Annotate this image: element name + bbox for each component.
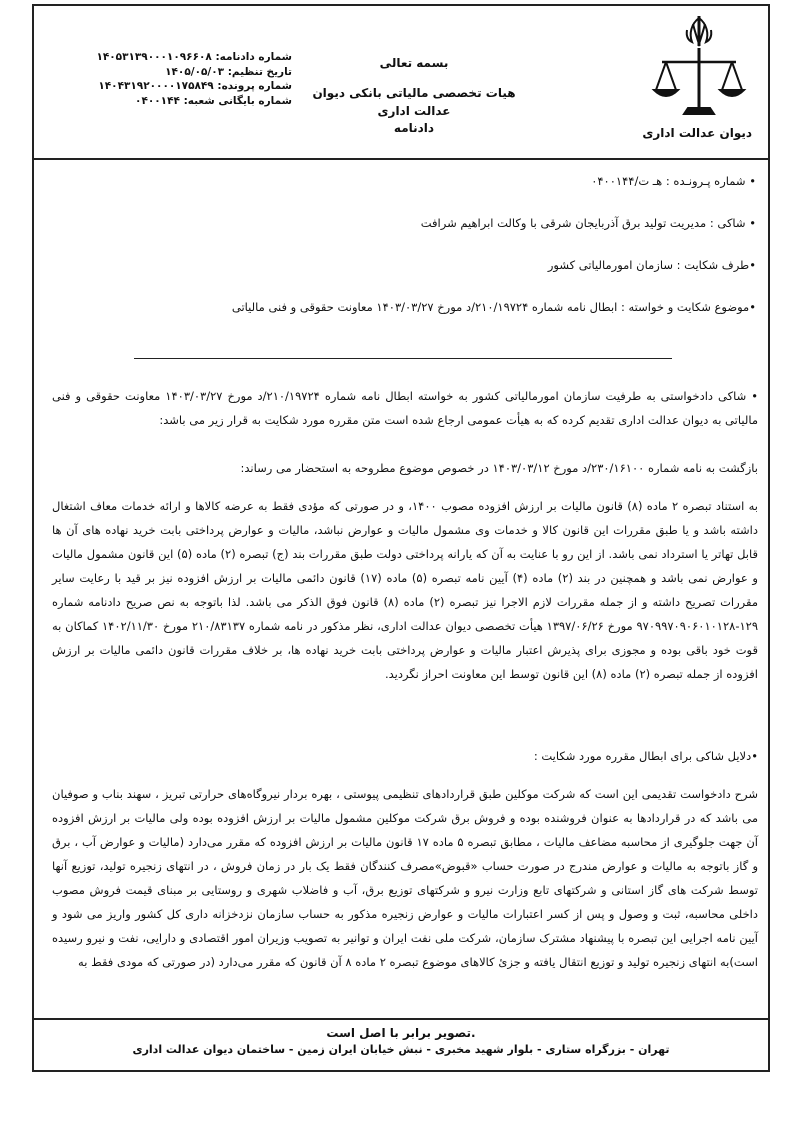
petition-description: شرح دادخواست تقدیمی این است که شرکت موکلین طبق قراردادهای تنظیمی پیوستی ، بهره بردار نیروگاه‌های حرارتی تبریز ، سهند بناب و صوفیان می باشد که در قراردادها به عنوان فروشنده بوده و فروش برق شرکت موکلین مشمول مالیات بر ارزش افزوده بوده ولی مالیات بر ارزش افزوده آن جهت جلوگیری از محاسبه مضاعف مالیات ، مطابق تبصره ۵ ماده ۱۷ قانون مالیات بر ارزش افزوده که مقرر می‌دارد (مالیات و عوارض آب ، برق و گاز باتوجه به مالیات و عوارض مندرج در صورت حساب «قبوض»مصرف کنندگان فقط یک بار در زمان فروش ، در انتهای زنجیره تولید، توزیع آنها توسط شرکت های گاز استانی و شرکتهای تابع وزارت نیرو و شرکتهای توزیع برق، آب و فاضلاب شهری و روستایی بر مبنای قیمت فروش مصوب داخلی محاسبه، ثبت و وصول و پس از کسر اعتبارات مالیات و عوارض زنجیره مذکور به حساب سازمان نزدخزانه داری کل کشور واریز می شود و آیین نامه اجرایی این تبصره با پیشنهاد مشترک سازمان، شرکت ملی نفت ایران و توانیر به تصویب وزیران امور اقتصادی و دارایی، نفت و نیرو رسیده است)به انتهای زنجیره تولید و توزیع انتقال یافته و جزئ کالاهای موضوع تبصره ۲ ماده ۸ آن قانون که مقرر می‌دارد (در صورتی که مودی فقط به [52, 787, 759, 969]
document-header [34, 6, 768, 160]
case-number: • شماره پـرونـده : هـ ت/۰۴۰۰۱۴۴ [591, 174, 756, 188]
case-info [38, 171, 760, 339]
complainant-reasons-heading: •دلایل شاکی برای ابطال مقرره مورد شکایت : [533, 749, 758, 763]
document-footer [34, 1018, 768, 1070]
document-metadata [52, 50, 292, 108]
reference-letter-paragraph: بازگشت به نامه شماره ۲۳۰/۱۶۱۰۰/د مورخ ۱۴۰۳/۰۳/۱۲ در خصوص موضوع مطروحه به استحضار می رساند: [240, 461, 758, 475]
contested-regulation-text: به استناد تبصره ۲ ماده (۸) قانون مالیات بر ارزش افزوده مصوب ۱۴۰۰، و در صورتی که مؤدی فقط به عرضه کالاها و ارائه خدمات معاف اشتغال داشته باشد و یا طبق مقررات این قانون کالا و خدمات وی مشمول مالیات و عوارض نباشد، مالیات و عوارض پرداختی بابت خرید نهاده های آن ها قابل تهاتر یا استرداد نمی باشد. از این رو با عنایت به آن که یارانه پرداختی دولت طبق مقررات بند (ج) تبصره (۲) ماده (۵) این قانون مشمول مالیات و عوارض نمی باشد و همچنین در بند (۲) ماده (۴) آیین نامه تبصره (۵) ماده (۱۷) قانون دائمی مالیات بر ارزش افزوده نیز بر قید با رعایت سایر مقررات تصریح داشته و از جمله مقررات لازم الاجرا نیز تبصره (۲) ماده (۸) قانون فوق الذکر می باشد. لذا باتوجه به نص صریح دادنامه شماره ۱۲۹-۹۷۰۹۹۷۰۹۰۶۰۱۰۱۲۸ مورخ ۱۳۹۷/۰۶/۲۶ هیأت تخصصی دیوان عدالت اداری، نظر مذکور در نامه شماره ۲۱۰/۸۳۱۳۷ مورخ ۱۴۰۲/۱۱/۳۰ کماکان به قوت خود باقی بوده و مجوزی برای پذیرش اعتبار مالیات و عوارض پرداختی بابت خرید نهاده ها، بر خلاف مقررات قانون دائمی مالیات بر ارزش افزوده از جمله تبصره (۲) ماده (۸) این قانون توسط این معاونت احراز نگردید. [52, 499, 759, 681]
board-title: هیات تخصصی مالیاتی بانکی دیوان عدالت اداری [312, 86, 516, 118]
verdict-number: شماره دادنامه: ۱۴۰۵۳۱۳۹۰۰۰۱۰۹۶۶۰۸ [96, 51, 292, 63]
header-titles [294, 52, 534, 136]
case-file-number: شماره پرونده: ۱۴۰۴۳۱۹۲۰۰۰۰۱۷۵۸۴۹ [98, 80, 292, 92]
section-divider [134, 358, 672, 359]
iran-emblem-scales-icon [644, 10, 754, 138]
issue-date: تاریخ تنظیم: ۱۴۰۵/۰۵/۰۳ [165, 65, 292, 78]
certified-copy-note: تصویر برابر با اصل است. [326, 1026, 476, 1040]
complaint-intro-paragraph: • شاکی دادخواستی به طرفیت سازمان امورمالیاتی کشور به خواسته ابطال نامه شماره ۲۱۰/۱۹۷۲۴/د مورخ ۱۴۰۳/۰۳/۲۷ معاونت حقوقی و فنی مالیاتی به دیوان عدالت اداری تقدیم کرده که به هیأت عمومی ارجاع شده است متن مقرره مورد شکایت به قرار زیر می باشد: [52, 389, 758, 427]
archive-number: شماره بایگانی شعبه: ۰۴۰۰۱۴۴ [135, 94, 292, 107]
document-type: دادنامه [393, 121, 435, 135]
bismillah: بسمه تعالی [379, 56, 449, 70]
plaintiff: • شاکی : مدیریت تولید برق آذربایجان شرقی با وکالت ابراهیم شرافت [420, 216, 756, 230]
court-name: دیوان عدالت اداری [642, 126, 752, 140]
court-address: تهران - بزرگراه ستاری - بلوار شهید مخبری - نبش خیابان ایران زمین - ساختمان دیوان عدالت اداری [132, 1043, 670, 1056]
document-frame [32, 4, 770, 1072]
defendant: •طرف شکایت : سازمان امورمالیاتی کشور [547, 258, 756, 272]
complaint-subject: •موضوع شکایت و خواسته : ابطال نامه شماره ۲۱۰/۱۹۷۲۴/د مورخ ۱۴۰۳/۰۳/۲۷ معاونت حقوقی و فنی مالیاتی [231, 300, 756, 314]
